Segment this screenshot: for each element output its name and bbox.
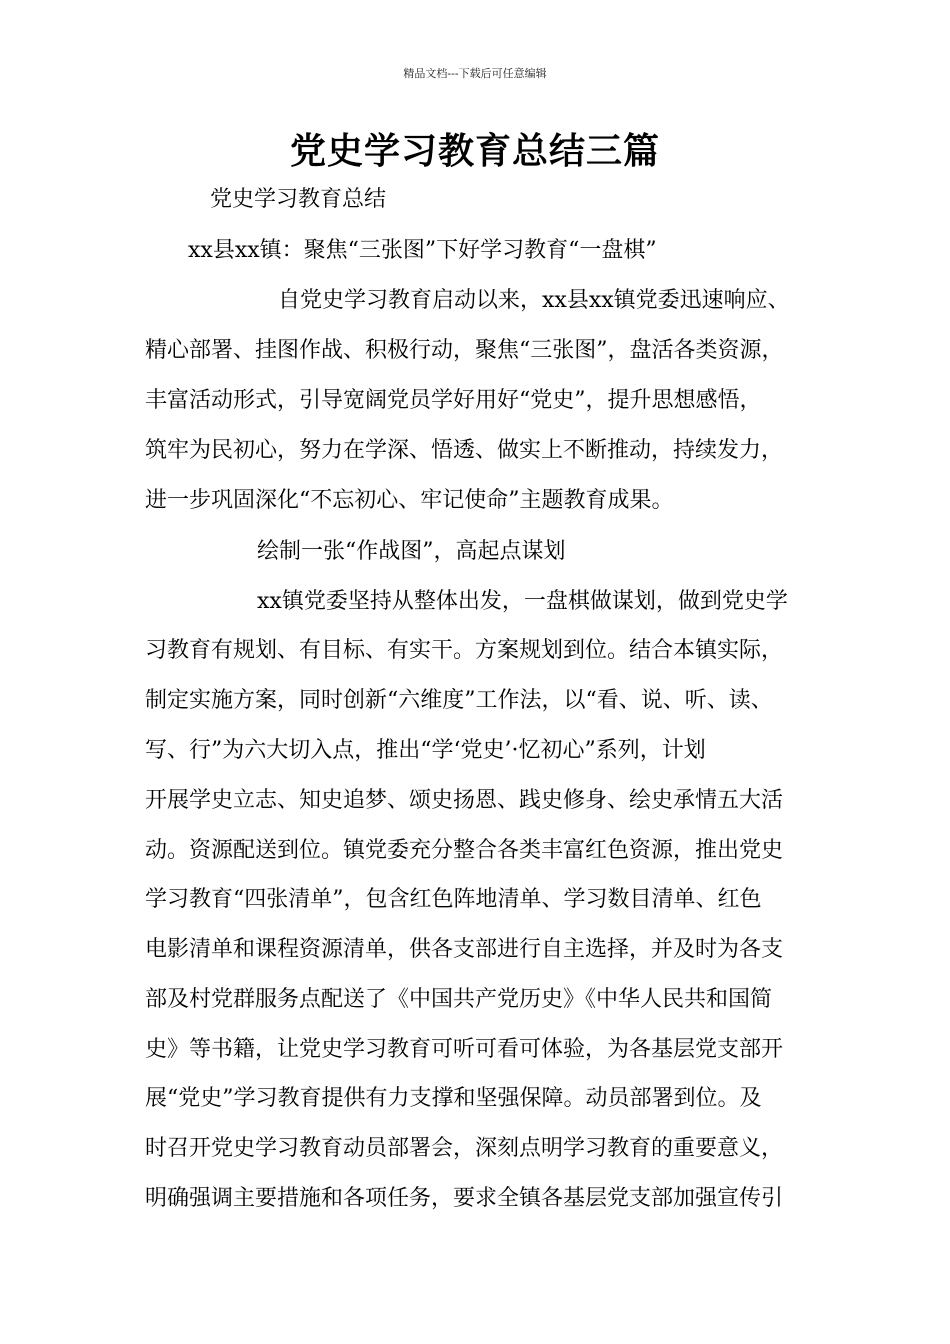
document-title: 党史学习教育总结三篇 bbox=[289, 131, 660, 172]
paragraph-line: 习教育有规划、有目标、有实干。方案规划到位。结合本镇实际， bbox=[145, 638, 784, 663]
article-heading: xx县xx镇：聚焦“三张图”下好学习教育“一盘棋” bbox=[188, 238, 657, 263]
paragraph-line: 展“党史”学习教育提供有力支撑和坚强保障。动员部署到位。及 bbox=[145, 1086, 762, 1111]
paragraph-line: 部及村党群服务点配送了《中国共产党历史》《中华人民共和国简 bbox=[145, 987, 773, 1012]
paragraph-line: xx镇党委坚持从整体出发，一盘棋做谋划，做到党史学 bbox=[257, 589, 788, 614]
paragraph-line: 精心部署、挂图作战、积极行动，聚焦“三张图”，盘活各类资源， bbox=[145, 338, 784, 363]
document-subtitle: 党史学习教育总结 bbox=[210, 187, 387, 212]
paragraph-line: 学习教育“四张清单”，包含红色阵地清单、学习数目清单、红色 bbox=[145, 887, 762, 912]
paragraph-line: 进一步巩固深化“不忘初心、牢记使命”主题教育成果。 bbox=[145, 488, 674, 513]
paragraph-line: 写、行”为六大切入点，推出“学‘党史’·忆初心”系列，计划 bbox=[145, 738, 706, 763]
paragraph-line: 史》等书籍，让党史学习教育可听可看可体验，为各基层党支部开 bbox=[145, 1037, 784, 1062]
paragraph-line: 动。资源配送到位。镇党委充分整合各类丰富红色资源，推出党史 bbox=[145, 838, 784, 863]
paragraph-line: 自党史学习教育启动以来，xx县xx镇党委迅速响应、 bbox=[278, 288, 790, 313]
section-heading: 绘制一张“作战图”，高起点谋划 bbox=[257, 539, 566, 564]
paragraph-line: 时召开党史学习教育动员部署会，深刻点明学习教育的重要意义， bbox=[145, 1136, 784, 1161]
paragraph-line: 丰富活动形式，引导宽阔党员学好用好“党史”，提升思想感悟， bbox=[145, 388, 762, 413]
page-header: 精品文档---下载后可任意编辑 bbox=[403, 67, 547, 80]
paragraph-line: 筑牢为民初心，努力在学深、悟透、做实上不断推动，持续发力， bbox=[145, 438, 784, 463]
paragraph-line: 电影清单和课程资源清单，供各支部进行自主选择，并及时为各支 bbox=[145, 937, 784, 962]
paragraph-line: 制定实施方案，同时创新“六维度”工作法，以“看、说、听、读、 bbox=[145, 688, 773, 713]
paragraph-line: 开展学史立志、知史追梦、颂史扬恩、践史修身、绘史承情五大活 bbox=[145, 788, 784, 813]
paragraph-line: 明确强调主要措施和各项任务，要求全镇各基层党支部加强宣传引 bbox=[145, 1186, 784, 1211]
